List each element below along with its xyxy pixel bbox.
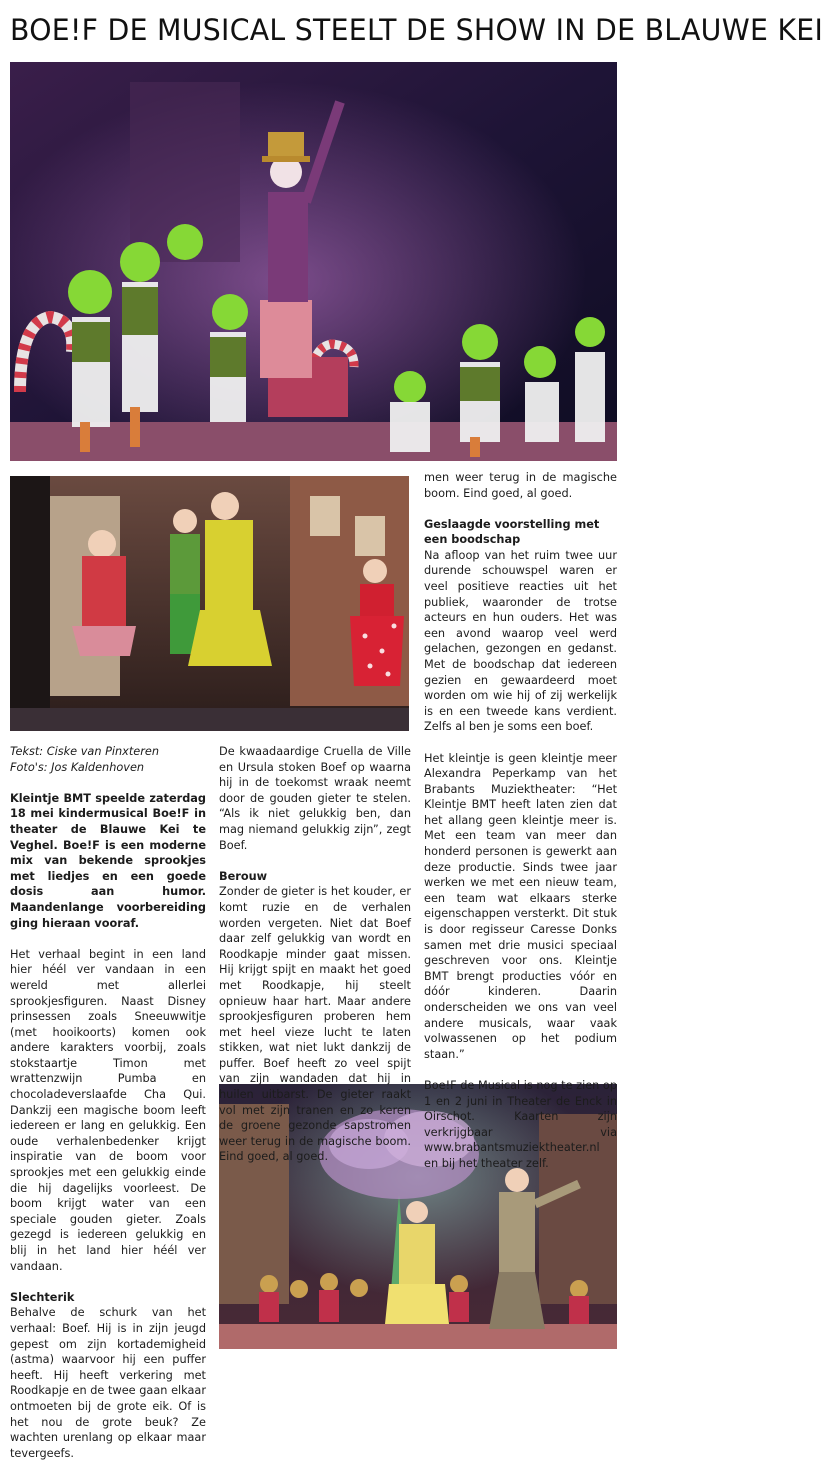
article-paragraph: Zonder de gieter is het kouder, er komt ruzie en de verhalen worden vergeten. Niet dat Boef daar zelf gelukkig van wordt en Roodkapje minder gaat missen. Hij krijgt spijt en maakt het goed met Roodkapje, hij steelt opnieuw haar hart. Maar andere sprookjesfiguren proberen hem met heel vieze lucht te laten stikken, wat niet lukt dankzij de puffer. Boef heeft zo veel spijt van zijn wandaden dat hij in huilen uitbarst. De gieter raakt vol met zijn tranen en zo keren de groene gezonde sapstromen weer terug in de magische boom. Eind goed, al goed.: [219, 885, 411, 1164]
stage-photo-middle: [10, 476, 409, 731]
article-paragraph: Het kleintje is geen kleintje meer Alexandra Peperkamp van het Brabants Muziektheater: “Het Kleintje BMT heeft laten zien dat het allang geen kleintje meer is. Met een team van meer dan honderd personen is gewerkt aan deze productie. Sinds twee jaar werken we met een nieuw team, een team wat elkaars sterke eigenschappen versterkt. Dit stuk is door regisseur Caresse Donks samen met drie musici speciaal geschreven voor ons. Kleintje BMT brengt producties vóór en dóór kinderen. Daarin onderscheiden we ons van veel andere musicals, waar vaak volwassenen op het podium staan.”: [424, 751, 617, 1061]
article-paragraph: Boe!F de Musical is nog te zien op 1 en 2 juni in Theater de Enck in Oirschot. Kaarten zijn verkrijgbaar via www.brabantsmuziektheater.nl en bij het theater zelf.: [424, 1078, 618, 1170]
column-1: [10, 744, 206, 1461]
stage-photo-top: [10, 62, 617, 461]
column-3: [424, 470, 617, 1172]
article-paragraph: De kwaadaardige Cruella de Ville en Ursula stoken Boef op waarna hij in de toekomst wraak neemt door de gouden gieter te stelen. “Als ik niet gelukkig ben, dan mag niemand gelukkig zijn”, zegt Boef.: [219, 745, 411, 852]
article-lead: Kleintje BMT speelde zaterdag 18 mei kindermusical Boe!F in theater de Blauwe Kei te Veghel. Boe!F is een moderne mix van bekende sprookjes met liedjes en een goede dosis aan humor. Maandenlange voorbereiding ging hieraan vooraf.: [10, 791, 206, 930]
article-paragraph-continued: men weer terug in de magische boom. Eind goed, al goed.: [424, 471, 617, 500]
text-credit: Tekst: Ciske van Pinxteren: [10, 745, 159, 758]
column-2: [219, 744, 411, 1196]
article-paragraph: Behalve de schurk van het verhaal: Boef. Hij is in zijn jeugd gepest om zijn kortademigheid (astma) waarvoor hij een puffer heeft. Hij heeft verkering met Roodkapje en de twee gaan elkaar ontmoeten bij de grote eik. Of is het nou de grote beuk? Ze wachten urenlang op elkaar maar tevergeefs.: [10, 1306, 206, 1460]
subhead-berouw: Berouw: [219, 869, 268, 883]
subhead-slechterik: Slechterik: [10, 1290, 75, 1304]
headline: BOE!F DE MUSICAL STEELT DE SHOW IN DE BLAUWE KEI: [10, 13, 823, 47]
article-paragraph: Na afloop van het ruim twee uur durende schouwspel waren er veel positieve reacties uit het publiek, waaronder de trotse acteurs en hun ouders. Het was een avond waarop veel werd gelachen, gezongen en gedanst. Met de boodschap dat iedereen gezien en gewaardeerd moet worden om wie hij of zij werkelijk is en een tweede kans verdient. Zelfs al ben je soms een boef.: [424, 548, 617, 734]
photo-credit: Foto's: Jos Kaldenhoven: [10, 760, 145, 774]
subhead-geslaagde-voorstelling: Geslaagde voorstelling met een boodschap: [424, 517, 600, 547]
article-paragraph: Het verhaal begint in een land hier héél ver vandaan in een wereld met allerlei sprookjesfiguren. Naast Disney prinsessen zoals Sneeuwwitje (met hooikoorts) komen ook andere karakters voorbij, zoals stokstaartje Timon met wrattenzwijn Pumba en chocoladeverslaafde Cha Qui. Dankzij een magische boom leeft iedereen er lang en gelukkig. Een oude verhalenbedenker krijgt inspiratie van de boom voor sprookjes met een gelukkig einde die hij dagelijks voorleest. De boom krijgt water van een speciale gouden gieter. Zoals gezegd is iedereen gelukkig en blij in het land hier héél ver vandaan.: [10, 947, 206, 1273]
